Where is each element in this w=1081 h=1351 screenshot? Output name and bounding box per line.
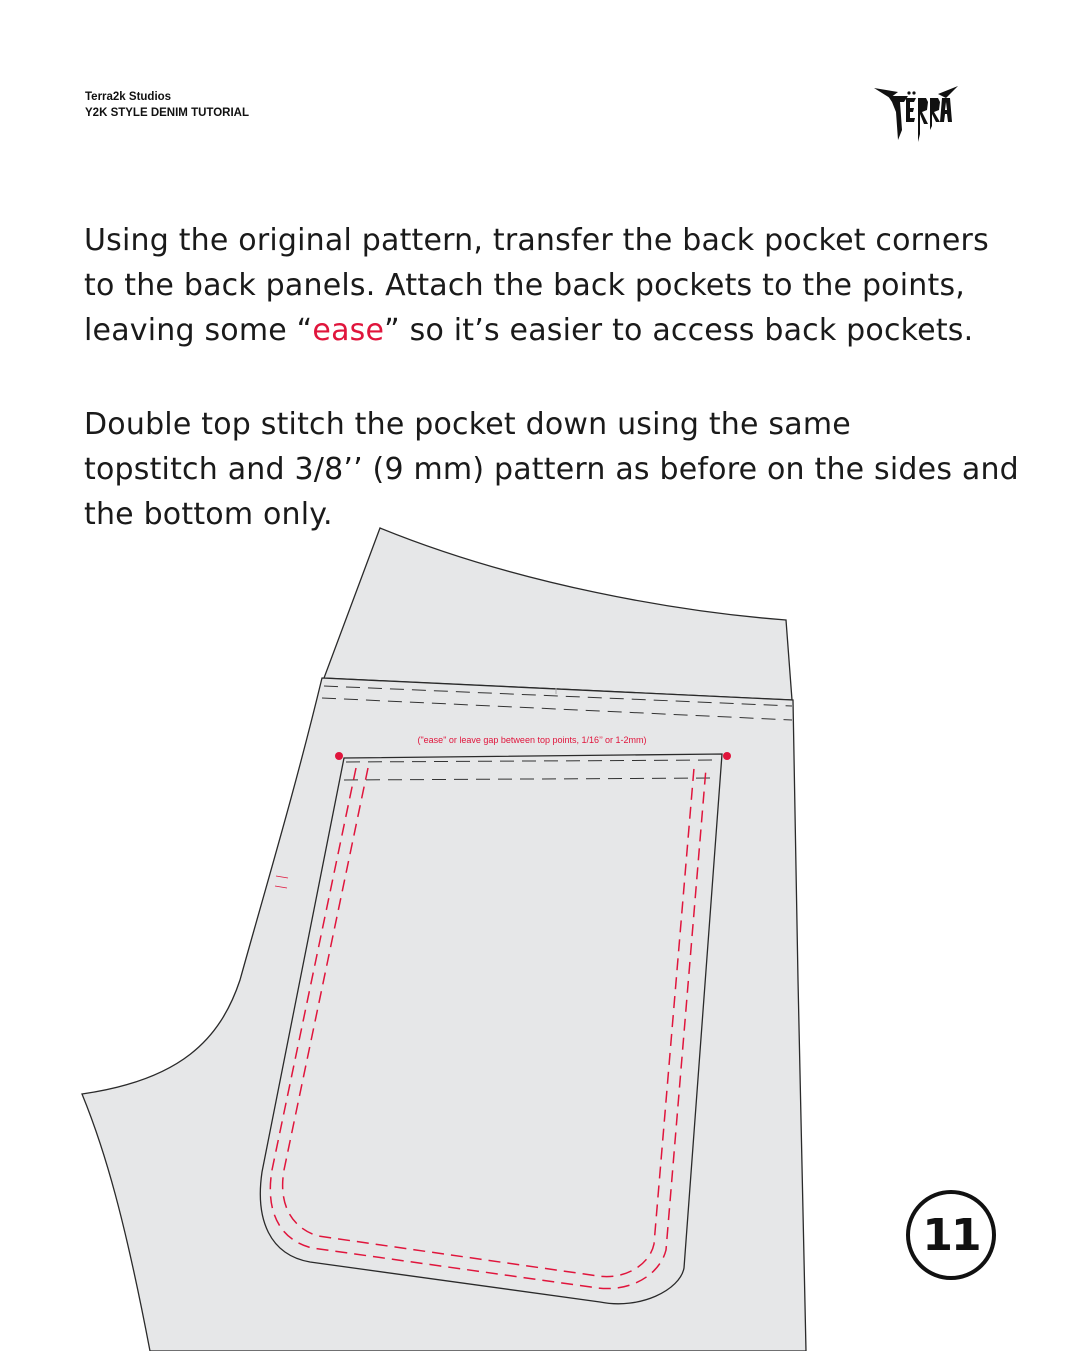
instruction-line: Using the original pattern, transfer the back pocket corners <box>84 223 989 258</box>
instruction-text: leaving some “ <box>84 313 313 348</box>
instruction-line: Double top stitch the pocket down using the same <box>84 407 851 442</box>
back-yoke <box>324 528 792 700</box>
instruction-text: ” so it’s easier to access back pockets. <box>384 313 974 348</box>
ease-highlight: ease <box>312 313 385 348</box>
instruction-line: topstitch and 3/8’’ (9 mm) pattern as before on the sides and <box>84 452 1019 487</box>
pocket-corner-point-right <box>723 752 731 760</box>
ease-annotation: ("ease" or leave gap between top points, 1/16’’ or 1-2mm) <box>417 735 647 745</box>
studio-name: Terra2k Studios <box>85 91 172 103</box>
instruction-line: to the back panels. Attach the back pockets to the points, <box>84 268 966 303</box>
pocket-corner-point-left <box>335 752 343 760</box>
step-number-badge: 11 <box>906 1190 996 1280</box>
back-pocket <box>260 754 722 1304</box>
tutorial-title: Y2K STYLE DENIM TUTORIAL <box>85 107 249 119</box>
instruction-line: the bottom only. <box>84 497 333 532</box>
